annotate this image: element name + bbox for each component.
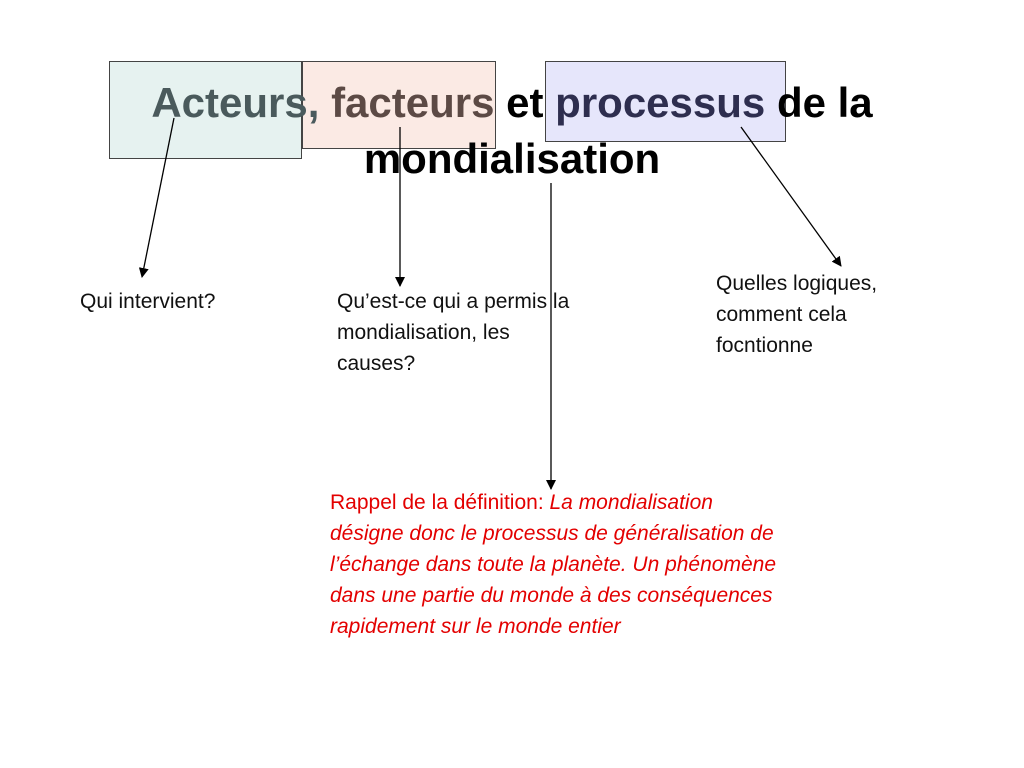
definition-line-4-text: dans une partie du monde à des conséquences <box>330 584 773 607</box>
definition-line-5-text: rapidement sur le monde entier <box>330 615 621 638</box>
definition-line-2 <box>330 518 890 549</box>
definition-line-3 <box>330 549 890 580</box>
question-factors-line-3: causes? <box>337 352 416 375</box>
title-word-et: et <box>506 79 544 126</box>
question-factors <box>337 286 637 379</box>
title-word-acteurs: Acteurs, <box>151 79 320 126</box>
question-factors-line-1: Qu’est-ce qui a permis la <box>337 290 570 313</box>
definition-line-2-text: désigne donc le processus de généralisation de <box>330 522 774 545</box>
definition-line-3-text: l’échange dans toute la planète. Un phénomène <box>330 553 777 576</box>
definition-reminder <box>330 487 890 642</box>
definition-label: Rappel de la définition: <box>330 491 544 514</box>
title-word-processus: processus <box>555 79 766 126</box>
arrow-acteurs <box>142 118 174 277</box>
definition-line-1 <box>330 487 890 518</box>
question-process-line-3: focntionne <box>716 334 813 357</box>
question-process-line-1: Quelles logiques, <box>716 272 878 295</box>
question-factors-line-2: mondialisation, les <box>337 321 510 344</box>
question-actors: Qui intervient? <box>80 290 216 313</box>
definition-italic-start: La mondialisation <box>549 491 713 514</box>
arrow-processus <box>741 127 841 266</box>
definition-line-4 <box>330 580 890 611</box>
question-process <box>716 268 936 361</box>
title-word-facteurs: facteurs <box>331 79 495 126</box>
definition-line-5 <box>330 611 890 642</box>
title-word-de-la: de la <box>776 79 873 126</box>
question-process-line-2: comment cela <box>716 303 847 326</box>
title-line-2: mondialisation <box>363 135 661 182</box>
